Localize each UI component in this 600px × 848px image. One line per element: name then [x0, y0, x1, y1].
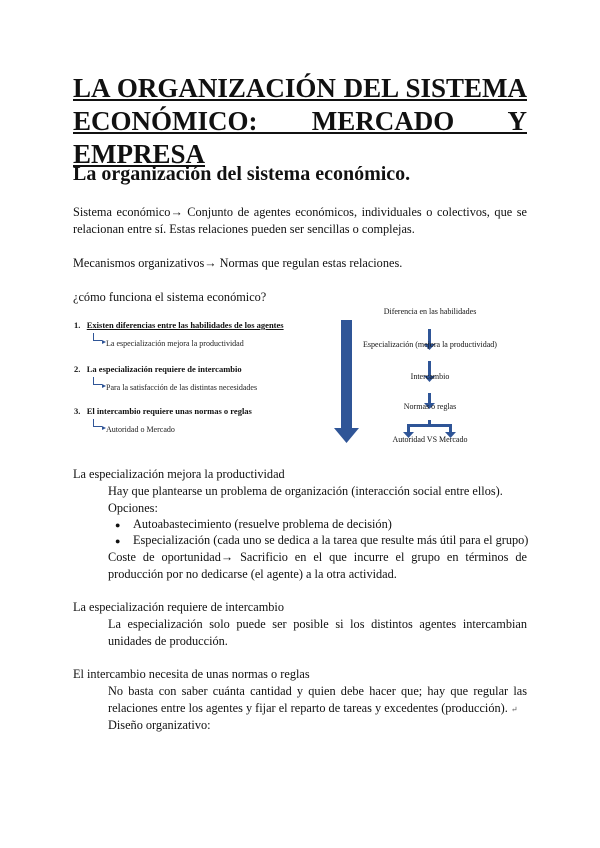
s3-heading: El intercambio necesita de unas normas o reglas	[73, 667, 310, 681]
s2-heading: La especialización requiere de intercambio	[73, 600, 284, 614]
title-line-2: ECONÓMICO: MERCADO Y EMPRESA	[73, 106, 527, 169]
item-sub: Para la satisfacción de las distintas necesidades	[106, 383, 258, 392]
paragraph-mecanismos: Mecanismos organizativos→ Normas que regulan estas relaciones.	[73, 256, 403, 270]
item-title: El intercambio requiere unas normas o reglas	[86, 406, 252, 416]
diagram-item-1	[74, 320, 284, 330]
item-number: 1.	[74, 320, 81, 330]
diagram-item-2	[74, 364, 242, 374]
elbow-arrow-icon	[93, 419, 102, 427]
s2-text: La especialización solo puede ser posible si los distintos agentes intercambian unidades de producción.	[108, 617, 527, 648]
document-title	[73, 72, 527, 171]
flow-step-2: Especialización (mejora la productividad)	[363, 340, 497, 349]
return-mark-icon: ↵	[510, 705, 518, 714]
section-heading: La organización del sistema económico.	[73, 163, 411, 185]
item-sub: La especialización mejora la productividad	[106, 339, 244, 348]
bullet-item: ● Especialización (cada uno se dedica a la tarea que resulte más útil para el grupo)	[133, 532, 528, 549]
flow-step-5: Autoridad VS Mercado	[392, 435, 468, 444]
elbow-arrow-icon	[93, 377, 102, 385]
item-title: Existen diferencias entre las habilidades de los agentes	[86, 320, 284, 330]
big-down-arrow-shaft	[341, 320, 352, 430]
s3-text-body: No basta con saber cuánta cantidad y quien debe hacer que; hay que regular las relaciones entre los agentes y fijar el reparto de tareas y excedentes (producción).	[108, 684, 527, 715]
elbow-arrow-icon	[93, 333, 102, 341]
item-sub: Autoridad o Mercado	[106, 425, 175, 434]
s1-options-label: Opciones:	[108, 501, 158, 515]
s1-heading: La especialización mejora la productividad	[73, 467, 285, 481]
s3-diseno: Diseño organizativo:	[108, 718, 211, 732]
paragraph-sistema: Sistema económico→ Conjunto de agentes económicos, individuales o colectivos, que se relacionan entre sí. Estas relaciones pueden ser sencillas o complejas.	[73, 205, 527, 236]
item-number: 3.	[74, 406, 81, 416]
bullet-item: ● Autoabastecimiento (resuelve problema de decisión)	[133, 516, 392, 533]
s3-text	[108, 683, 527, 718]
flow-step-4: Normas o reglas	[403, 402, 457, 411]
s1-line: Hay que plantearse un problema de organización (interacción social entre ellos).	[108, 484, 503, 498]
question: ¿cómo funciona el sistema económico?	[73, 290, 267, 304]
big-down-arrow-head	[334, 428, 359, 443]
item-title: La especialización requiere de intercambio	[86, 364, 242, 374]
item-number: 2.	[74, 364, 81, 374]
s1-coste: Coste de oportunidad→ Sacrificio en el que incurre el grupo en términos de producción por no dedicarse (el agente) a la otra actividad.	[108, 550, 527, 581]
diagram-item-3	[74, 406, 252, 416]
flow-step-1: Diferencia en las habilidades	[383, 307, 477, 316]
title-line-1: LA ORGANIZACIÓN DEL SISTEMA	[73, 73, 527, 103]
flow-step-3: Intercambio	[410, 372, 450, 381]
